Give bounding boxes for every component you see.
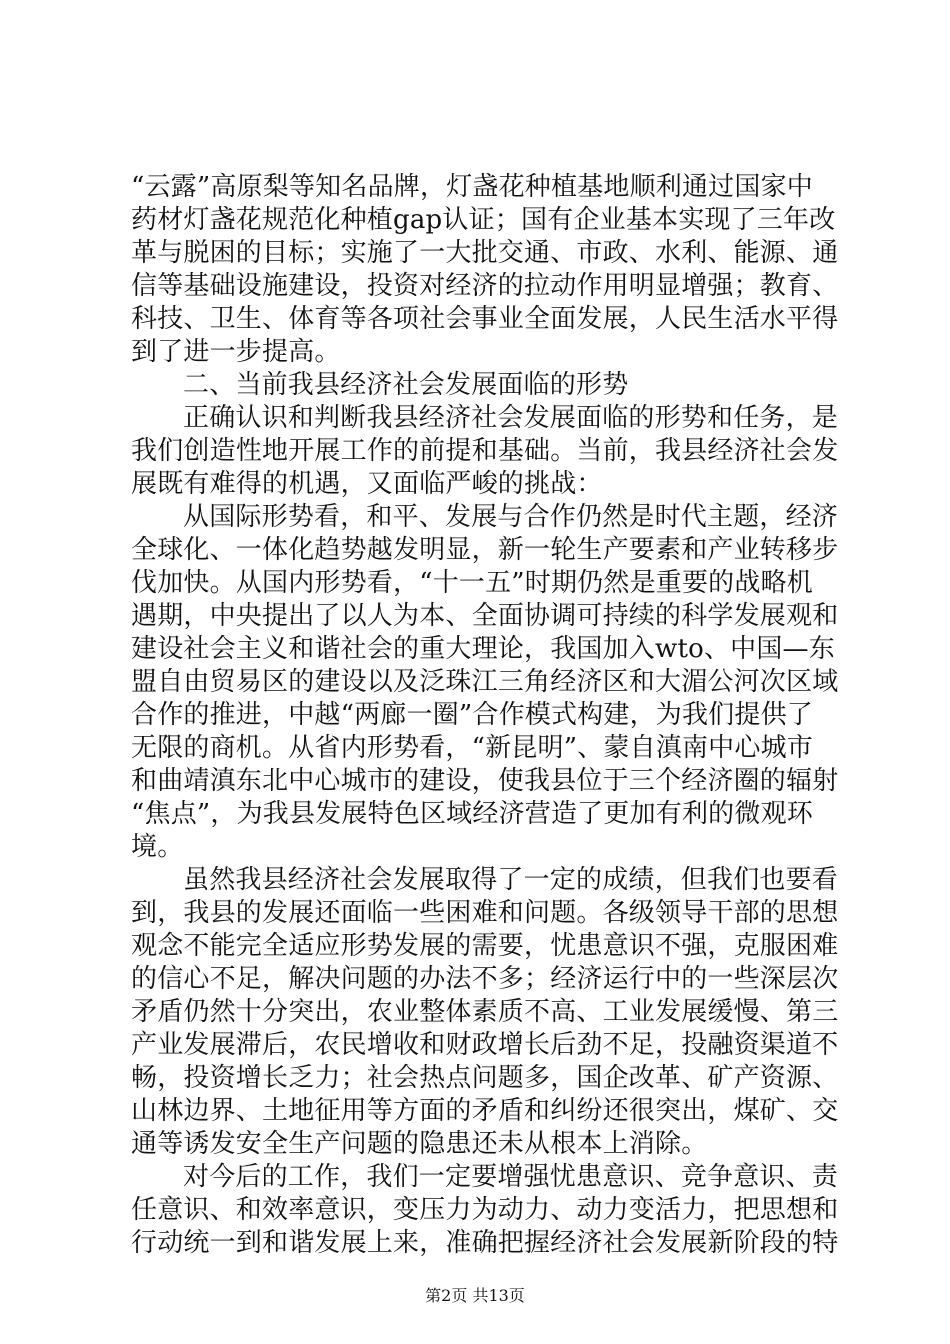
text-line: “焦点”，为我县发展特色区域经济营造了更加有利的微观环 [131, 799, 813, 829]
text-line: 产业发展滞后，农民增收和财政增长后劲不足，投融资渠道不 [131, 1030, 839, 1060]
text-line: 药材灯盏花规范化种植gap认证；国有企业基本实现了三年改 [131, 205, 836, 235]
text-line: 从国际形势看，和平、发展与合作仍然是时代主题，经济 [183, 502, 839, 532]
text-line: 我们创造性地开展工作的前提和基础。当前，我县经济社会发 [131, 436, 839, 466]
text-line: 的信心不足，解决问题的办法不多；经济运行中的一些深层次 [131, 964, 839, 994]
text-line: 虽然我县经济社会发展取得了一定的成绩，但我们也要看 [183, 865, 839, 895]
text-line: 畅，投资增长乏力；社会热点问题多，国企改革、矿产资源、 [131, 1063, 839, 1093]
text-line: 全球化、一体化趋势越发明显，新一轮生产要素和产业转移步 [131, 535, 839, 565]
page-number-footer: 第2页 共13页 [425, 1286, 525, 1305]
text-line: “云露”高原梨等知名品牌，灯盏花种植基地顺利通过国家中 [131, 172, 813, 202]
text-line: 遇期，中央提出了以人为本、全面协调可持续的科学发展观和 [131, 601, 839, 631]
text-line: 合作的推进，中越“两廊一圈”合作模式构建，为我们提供了 [131, 700, 813, 730]
text-line: 和曲靖滇东北中心城市的建设，使我县位于三个经济圈的辐射 [131, 766, 839, 796]
text-line: 到了进一步提高。 [131, 337, 341, 367]
text-line: 建设社会主义和谐社会的重大理论，我国加入wto、中国—东 [131, 634, 835, 664]
text-line: 观念不能完全适应形势发展的需要，忧患意识不强，克服困难 [131, 931, 839, 961]
text-line: 行动统一到和谐发展上来，准确把握经济社会发展新阶段的特 [131, 1228, 839, 1258]
text-line: 任意识、和效率意识，变压力为动力、动力变活力，把思想和 [131, 1195, 839, 1225]
text-line: 革与脱困的目标；实施了一大批交通、市政、水利、能源、通 [131, 238, 839, 268]
text-line: 对今后的工作，我们一定要增强忧患意识、竞争意识、责 [183, 1162, 839, 1192]
text-line: 通等诱发安全生产问题的隐患还未从根本上消除。 [131, 1129, 708, 1159]
text-line: 到，我县的发展还面临一些困难和问题。各级领导干部的思想 [131, 898, 839, 928]
text-line: 境。 [131, 832, 184, 862]
text-line: 矛盾仍然十分突出，农业整体素质不高、工业发展缓慢、第三 [131, 997, 839, 1027]
text-line: 山林边界、土地征用等方面的矛盾和纠纷还很突出，煤矿、交 [131, 1096, 839, 1126]
text-line: 正确认识和判断我县经济社会发展面临的形势和任务，是 [183, 403, 839, 433]
text-line: 伐加快。从国内形势看，“十一五”时期仍然是重要的战略机 [131, 568, 813, 598]
text-line: 科技、卫生、体育等各项社会事业全面发展，人民生活水平得 [131, 304, 839, 334]
text-line: 无限的商机。从省内形势看，“新昆明”、蒙自滇南中心城市 [131, 733, 813, 763]
text-line: 盟自由贸易区的建设以及泛珠江三角经济区和大湄公河次区域 [131, 667, 839, 697]
text-line: 信等基础设施建设，投资对经济的拉动作用明显增强；教育、 [131, 271, 839, 301]
section-heading: 二、当前我县经济社会发展面临的形势 [183, 370, 629, 400]
text-line: 展既有难得的机遇，又面临严峻的挑战： [131, 469, 603, 499]
